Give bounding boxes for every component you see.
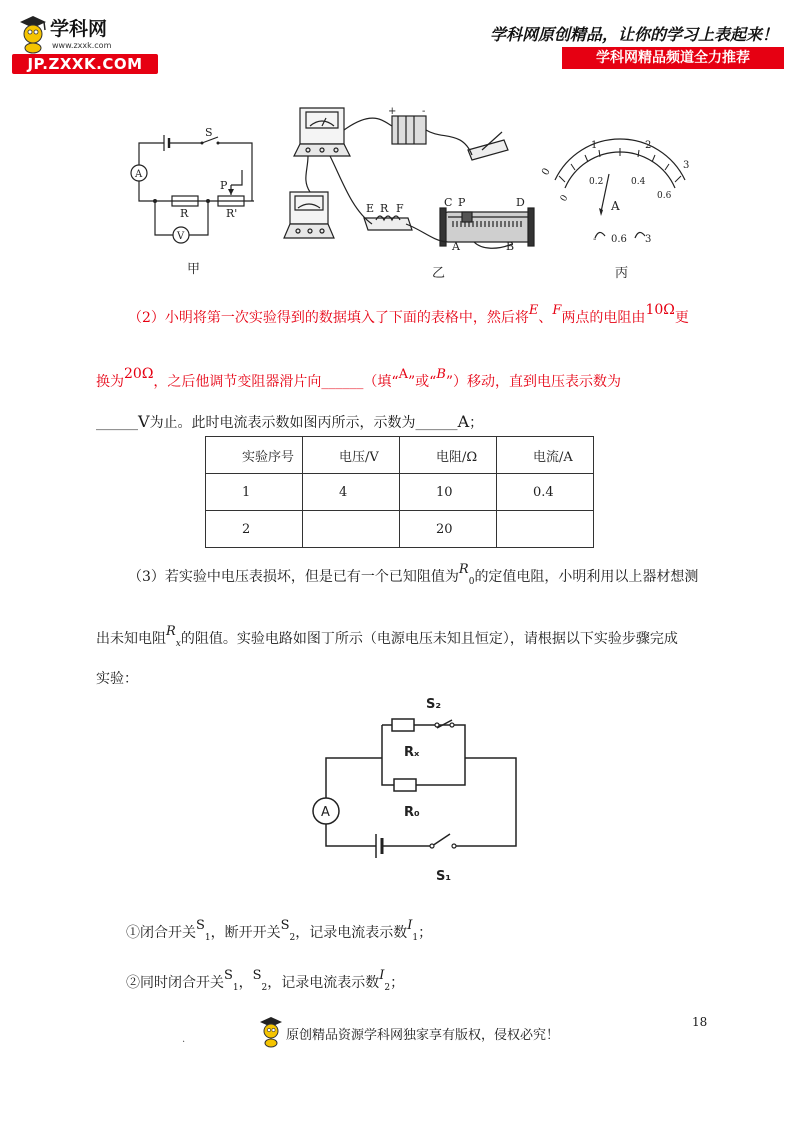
table-cell: 2 [206,511,303,548]
fig-yi-label-p: P [458,196,466,209]
fig-yi-label-c: C [444,196,453,209]
step-1-text-d: ； [418,925,433,941]
table-row [206,511,594,548]
step-2-i2-sub: 2 [384,983,391,993]
step-2-s2-sub: 2 [261,983,268,993]
q2-resistance-20: 20Ω [124,366,154,382]
q2-text-2a: 换为 [96,374,124,390]
figure-yi-apparatus [272,100,540,260]
table-cell: 10 [400,474,497,511]
fig-bing-needle-label: A [611,199,620,213]
figure-jia-circuit [124,125,264,255]
fig-jia-label-a: A [135,169,143,180]
mascot-icon [16,14,50,54]
q2-text-1a: （2）小明将第一次实验得到的数据填入了下面的表格中，然后将 [128,310,529,326]
q2-text-2b: ，之后他调节变阻器滑片向______（填“ [153,374,399,390]
q2-text-2d: ”）移动，直到电压表示数为 [445,374,622,390]
step-2 [126,968,404,993]
q2-point-f: F [552,303,562,318]
figure-yi-caption: 乙 [432,266,446,281]
q3-r0: R [458,562,469,577]
step-1-s1-sub: 1 [204,933,211,943]
table-cell [497,511,594,548]
q3-text-2b: 的阻值。实验电路如图丁所示（电源电压未知且恒定），请根据以下实验步骤完成 [180,631,678,647]
q2-text-3c: ； [469,415,484,431]
q3-text-2a: 出未知电阻 [96,631,166,647]
q2-blank-voltage: ______ [96,415,138,431]
q2-sep: 、 [538,310,553,326]
q3-line-1 [128,562,698,587]
table-header-cell: 实验序号 [206,437,303,474]
figure-bing-ammeter [535,138,705,258]
footer-mascot-icon [258,1016,284,1048]
q2-line-3 [96,412,483,432]
step-2-s2: S [252,968,262,983]
table-header-row [206,437,594,474]
step-1-i1: I [407,918,413,933]
q2-line-2 [96,366,621,391]
step-2-text-c: ，记录电流表示数 [267,975,380,991]
step-2-text-b: ， [238,975,253,991]
step-2-s1-sub: 1 [232,983,239,993]
fig-bing-scale-bottom-3: 0.6 [657,191,672,201]
table-cell: 20 [400,511,497,548]
q3-r0-sub: 0 [468,577,475,587]
table-cell [303,511,400,548]
data-table [205,436,594,548]
footer-copyright: 原创精品资源学科网独家享有版权，侵权必究！ [286,1028,560,1043]
ding-label-r0: R₀ [404,805,420,820]
table-header-cell: 电压/V [303,437,400,474]
step-1-s1: S [196,918,205,933]
fig-yi-label-a: A [452,240,460,253]
figure-ding-circuit [300,688,540,888]
table-header-cell: 电阻/Ω [400,437,497,474]
ding-label-rx: Rₓ [404,745,420,760]
q2-resistance-10: 10Ω [645,302,675,318]
q2-text-3b: 为止。此时电流表示数如图丙所示，示数为______ [149,415,458,431]
table-header-cell: 电流/A [497,437,594,474]
table-cell: 4 [303,474,400,511]
fig-jia-label-s: S [205,126,213,139]
fig-yi-label-f: F [396,202,404,215]
fig-bing-scale-bottom-0: 0 [558,193,571,204]
fig-yi-label-r: R [380,202,389,215]
step-1-text-a: ①闭合开关 [126,925,196,941]
step-1-text-c: ，记录电流表示数 [295,925,408,941]
step-1-text-b: ，断开开关 [210,925,281,941]
q2-option-b: B [436,367,446,382]
fig-bing-scale-bottom-2: 0.4 [631,177,646,187]
figure-bing-caption: 丙 [615,266,629,281]
fig-bing-scale-top-3: 3 [683,160,690,171]
page-number: 18 [692,1015,708,1029]
fig-bing-terminal-neg: - [593,234,597,245]
step-2-text-d: ； [390,975,405,991]
fig-jia-label-r-prime: R' [226,207,238,220]
step-1-s2-sub: 2 [289,933,296,943]
logo-text: 学科网 [50,18,108,40]
brand-logo [12,14,162,76]
q3-line-3: 实验： [96,671,138,687]
figure-jia-caption: 甲 [187,262,201,277]
q3-text-1a: （3）若实验中电压表损坏，但是已有一个已知阻值为 [128,569,459,585]
logo-bar: JP.ZXXK.COM [12,54,158,74]
step-1-i1-sub: 1 [412,933,419,943]
header-slogan: 学科网原创精品，让你的学习上表起来！ [489,25,778,44]
step-2-s1: S [224,968,233,983]
q3-rx: R [166,624,176,639]
q2-text-2c: ”或“ [407,374,437,390]
q2-text-1c: 更 [674,310,689,326]
step-1 [126,918,432,943]
svg-text:+: + [388,106,397,117]
q2-option-a: A [398,367,408,382]
fig-jia-label-v: V [177,231,185,242]
q2-line-1 [128,302,689,327]
fig-bing-terminal-06: 0.6 [611,234,627,245]
ding-ammeter-label: A [321,805,330,820]
q2-point-e: E [528,303,539,318]
table-cell: 1 [206,474,303,511]
q3-line-2 [96,624,678,649]
fig-bing-scale-top-0: 0 [540,166,553,178]
step-2-text-a: ②同时闭合开关 [126,975,224,991]
table-row [206,474,594,511]
ding-label-s2: S₂ [426,697,442,712]
step-2-i2: I [379,968,385,983]
fig-yi-label-e: E [366,202,375,215]
ding-label-s1: S₁ [436,869,452,884]
fig-jia-label-r: R [180,207,189,220]
q3-text-1b: 的定值电阻，小明利用以上器材想测 [474,569,699,585]
svg-text:-: - [422,106,426,117]
table-cell: 0.4 [497,474,594,511]
q3-rx-sub: x [175,639,181,649]
q2-text-1b: 两点的电阻由 [561,310,646,326]
fig-bing-scale-bottom-1: 0.2 [589,177,604,187]
q2-unit-a: A [457,412,470,431]
header-ribbon: 学科网精品频道全力推荐 [562,47,784,69]
logo-url: www.zxxk.com [52,41,112,50]
q2-unit-v: V [138,412,150,431]
fig-bing-scale-top-1: 1 [591,140,598,151]
footer-dot: . [182,1034,186,1045]
fig-bing-scale-top-2: 2 [645,140,652,151]
fig-yi-label-b: B [506,240,515,253]
fig-jia-label-p: P [220,179,228,192]
step-1-s2: S [280,918,290,933]
fig-bing-terminal-3: 3 [645,234,652,245]
fig-yi-label-d: D [516,196,525,209]
